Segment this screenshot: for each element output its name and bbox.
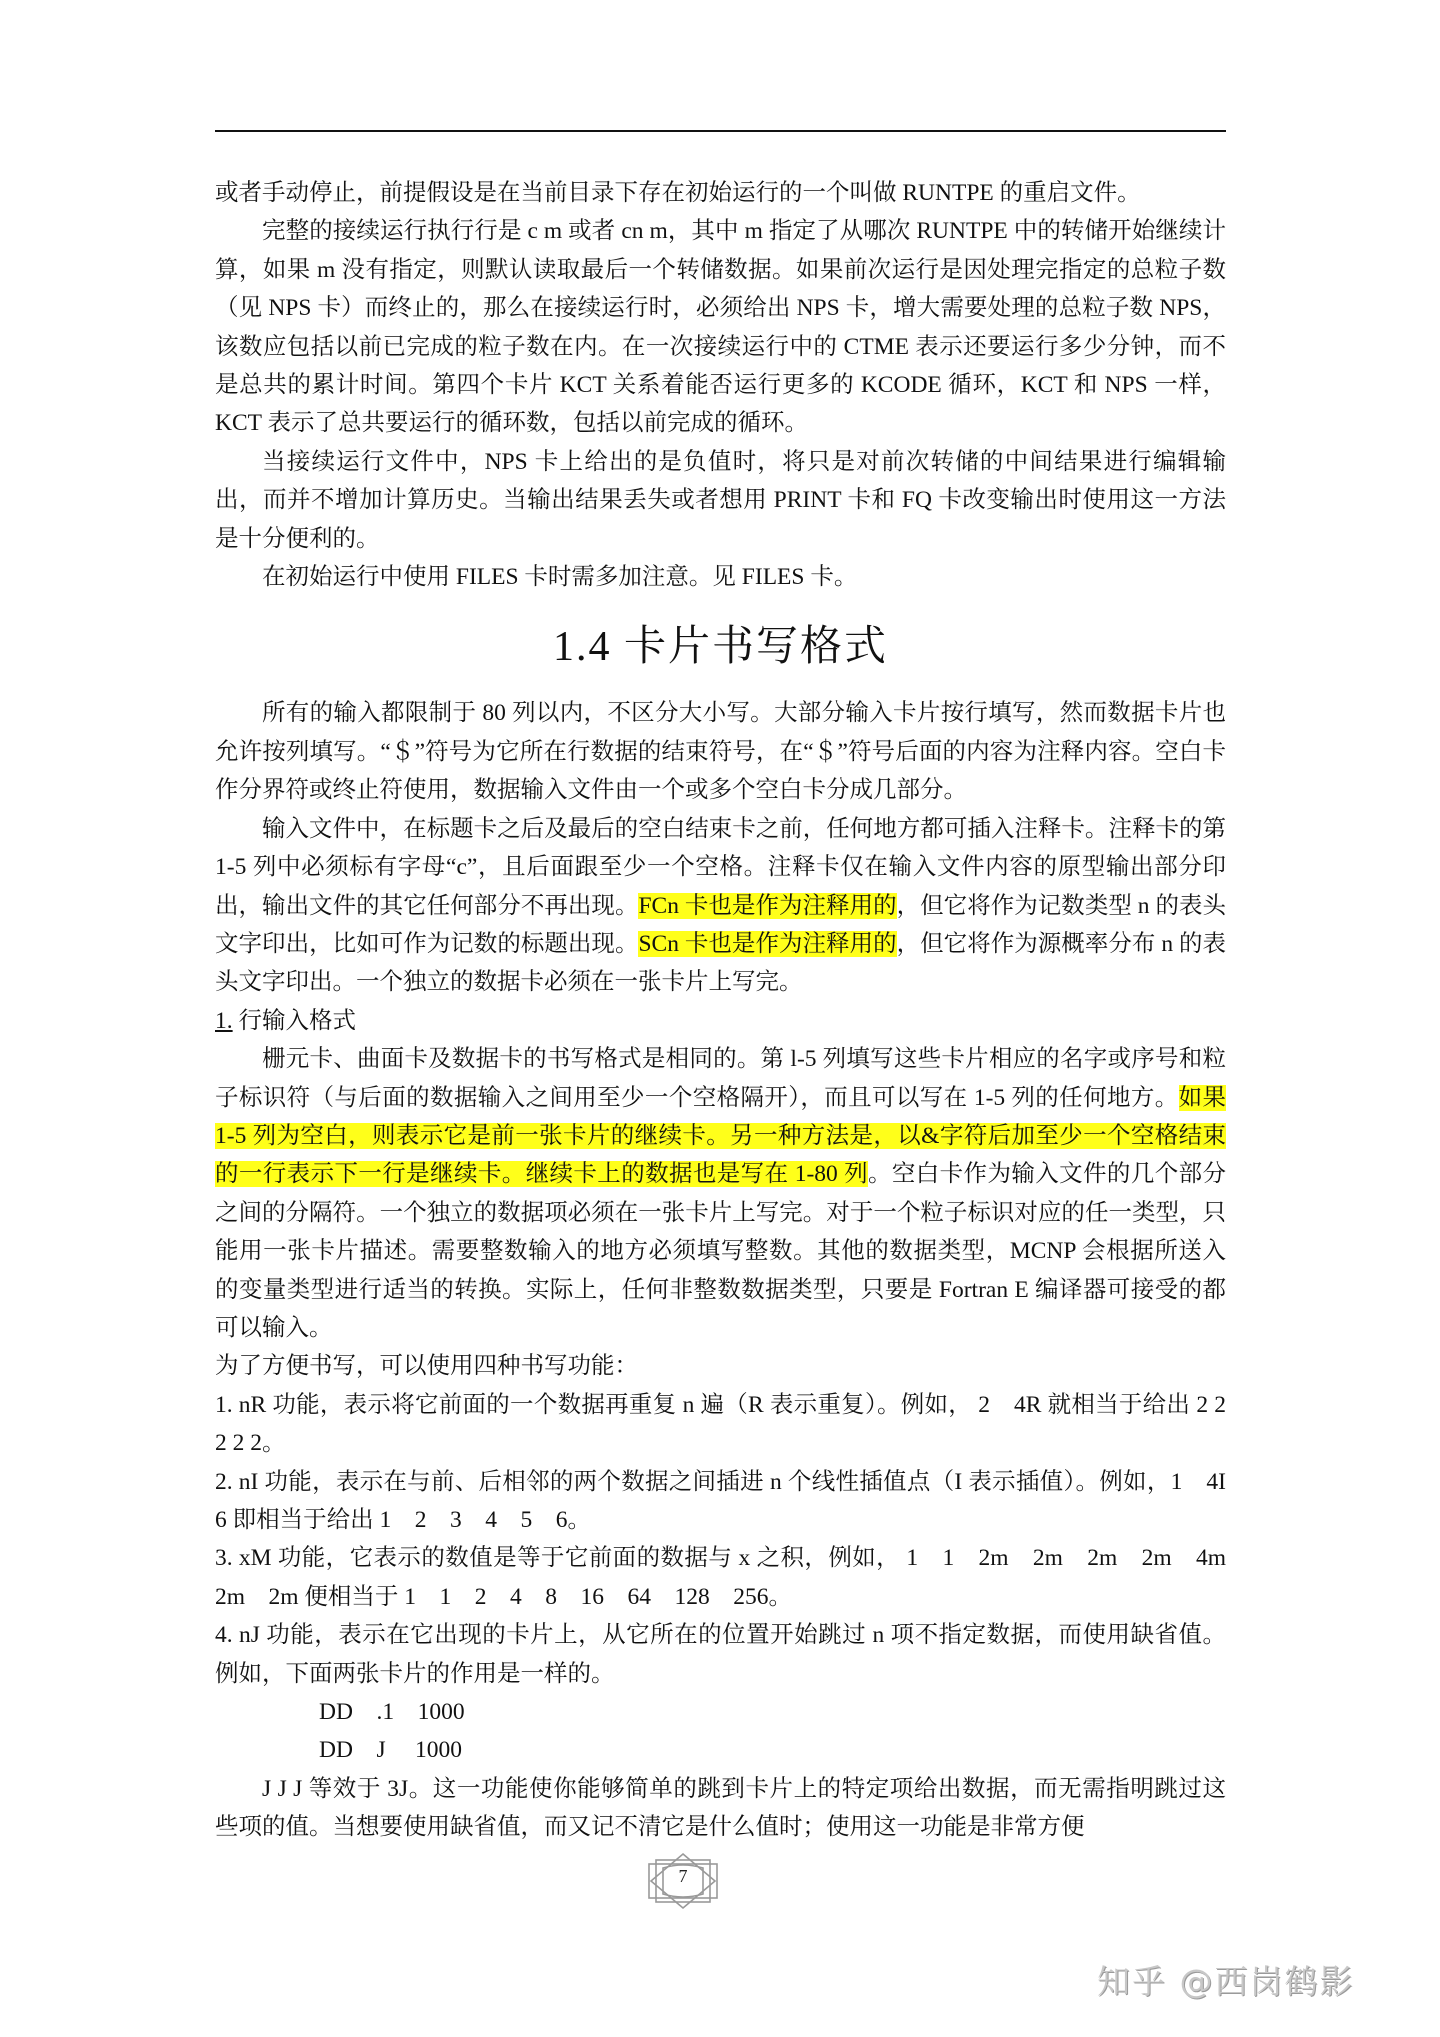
watermark: 知乎 @西岗鹤影	[1097, 1962, 1355, 2001]
paragraph-restart: 完整的接续运行执行行是 c m 或者 cn m，其中 m 指定了从哪次 RUNTPE 中的转储开始继续计算，如果 m 没有指定，则默认读取最后一个转储数据。如果前次运行是因处理完指定的总粒子数（见 NPS 卡）而终止的，那么在接续运行时，必须给出 NPS 卡，增大需要处理的总粒子数 NPS，该数应包括以前已完成的粒子数在内。在一次接续运行中的 CTME 表示还要运行多少分钟，而不是总共的累计时间。第四个卡片 KCT 关系着能否运行更多的 KCODE 循环，KCT 和 NPS 一样，KCT 表示了总共要运行的循环数，包括以前完成的循环。	[215, 218, 1226, 437]
paragraph-input-limit: 所有的输入都限制于 80 列以内，不区分大小写。大部分输入卡片按行填写，然而数据卡片也允许按列填写。“＄”符号为它所在行数据的结束符号，在“＄”符号后面的内容为注释内容。空白卡作分界符或终止符使用，数据输入文件由一个或多个空白卡分成几部分。	[215, 700, 1226, 804]
paragraph-files: 在初始运行中使用 FILES 卡时需多加注意。见 FILES 卡。	[262, 564, 858, 591]
function-item-nr: 1. nR 功能，表示将它前面的一个数据再重复 n 遍（R 表示重复）。例如， 2 4R 就相当于给出 2 2 2 2 2。	[215, 1391, 1226, 1457]
header-rule	[215, 130, 1226, 132]
function-item-xm: 3. xM 功能，它表示的数值是等于它前面的数据与 x 之积，例如， 1 1 2m 2m 2m 2m 4m 2m 2m 便相当于 1 1 2 4 8 16 64 128 256。	[215, 1545, 1250, 1610]
code-example-2: DD J 1000	[319, 1737, 462, 1764]
line-format-part1: 栅元卡、曲面卡及数据卡的书写格式是相同的。第 l-5 列填写这些卡片相应的名字或序号和粒子标识符（与后面的数据输入之间用至少一个空格隔开），而且可以写在 1-5 列的任何地方。	[215, 1046, 1226, 1111]
comment-text-part3: ，但它将作为源概率分布 n 的表头文字印出。一个独立的数据卡必须在一张卡片上写完。	[215, 930, 1226, 996]
subheading-number: 1.	[215, 1007, 233, 1034]
line-format-part2: 。空白卡作为输入文件的几个部分之间的分隔符。一个独立的数据项必须在一张卡片上写完。对于一个粒子标识对应的任一类型，只能用一张卡片描述。需要整数输入的地方必须填写整数。其他的数据类型，MCNP 会根据所送入的变量类型进行适当的转换。实际上，任何非整数数据类型，只要是 Fortran E 编译器可接受的都可以输入。	[215, 1161, 1227, 1341]
paragraph-jjj: J J J 等效于 3J。这一功能使你能够简单的跳到卡片上的特定项给出数据，而无需指明跳过这些项的值。当想要使用缺省值，而又记不清它是什么值时；使用这一功能是非常方便	[215, 1775, 1226, 1841]
comment-text-part1: 输入文件中，在标题卡之后及最后的空白结束卡之前，任何地方都可插入注释卡。注释卡的第 1-5 列中必须标有字母“c”，且后面跟至少一个空格。注释卡仅在输入文件内容的原型输出部分印出，输出文件的其它任何部分不再出现。	[215, 815, 1226, 919]
function-item-nj: 4. nJ 功能，表示在它出现的卡片上，从它所在的位置开始跳过 n 项不指定数据，而使用缺省值。例如，下面两张卡片的作用是一样的。	[215, 1622, 1226, 1687]
subheading-line-input-format	[215, 1002, 1226, 1040]
highlight-fcn: FCn 卡也是作为注释用的	[638, 892, 897, 919]
highlight-scn: SCn 卡也是作为注释用的	[638, 930, 897, 957]
page-number-badge	[647, 1852, 719, 1910]
paragraph-nps-negative: 当接续运行文件中，NPS 卡上给出的是负值时，将只是对前次转储的中间结果进行编辑输出，而并不增加计算历史。当输出结果丢失或者想用 PRINT 卡和 FQ 卡改变输出时使用这一方法是十分便利的。	[215, 448, 1226, 552]
paragraph-line-format	[215, 1040, 1226, 1347]
comment-text-part2: ，但它将作为记数类型 n 的表头文字印出，比如可作为记数的标题出现。	[215, 892, 1226, 957]
function-item-ni: 2. nI 功能，表示在与前、后相邻的两个数据之间插进 n 个线性插值点（I 表示插值）。例如，1 4I 6 即相当于给出 1 2 3 4 5 6。	[215, 1468, 1250, 1533]
paragraph-comment-cards	[215, 810, 1226, 1002]
page-body	[215, 174, 1250, 1847]
paragraph-continuation: 或者手动停止，前提假设是在当前目录下存在初始运行的一个叫做 RUNTPE 的重启文件。	[215, 180, 1141, 206]
page-number: 7	[678, 1866, 688, 1886]
subheading-label: 行输入格式	[238, 1007, 356, 1034]
highlight-continuation: 如果 1-5 列为空白，则表示它是前一张卡片的继续卡。另一种方法是，以&字符后加至少一个空格结束的一行表示下一行是继续卡。继续卡上的数据也是写在 1-80 列	[215, 1084, 1227, 1188]
section-title: 1.4 卡片书写格式	[552, 624, 888, 671]
code-example-1: DD .1 1000	[319, 1699, 465, 1726]
paragraph-functions-intro: 为了方便书写，可以使用四种书写功能：	[215, 1353, 638, 1380]
